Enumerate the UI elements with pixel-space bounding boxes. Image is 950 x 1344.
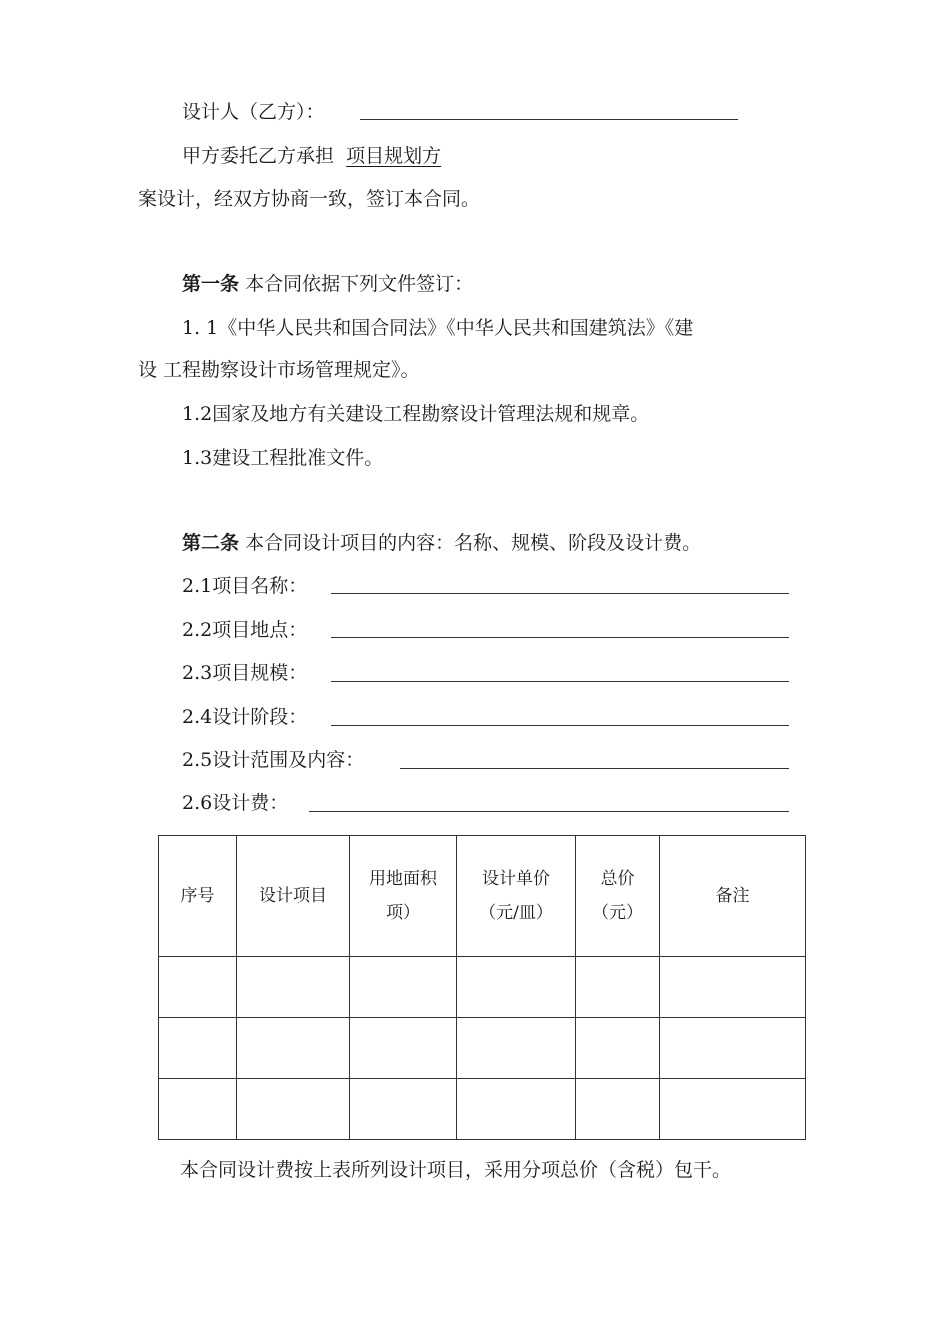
intro-project: 项目规划方 <box>346 145 442 167</box>
header-total-price-line-1: 总价 <box>600 869 635 889</box>
article-1-item-1-line-2: 设 工程勘察设计市场管理规定》。 <box>138 359 420 381</box>
table-cell[interactable] <box>350 957 457 1018</box>
table-cell[interactable] <box>660 1018 806 1079</box>
party-b-label: 设计人（乙方）： <box>182 101 325 123</box>
header-unit-price-line-2: （元/皿） <box>479 903 553 923</box>
table-cell[interactable] <box>159 957 237 1018</box>
field-project-scale-blank[interactable] <box>331 681 789 682</box>
fee-table <box>158 835 806 1140</box>
table-cell[interactable] <box>457 1079 576 1140</box>
intro-line-1 <box>182 143 441 169</box>
header-remarks-label: 备注 <box>715 886 750 906</box>
article-1-item-2: 1.2国家及地方有关建设工程勘察设计管理法规和规章。 <box>182 403 650 425</box>
article-1-item-3: 1.3建设工程批准文件。 <box>182 447 384 469</box>
field-design-scope-label: 2.5设计范围及内容： <box>182 749 365 771</box>
field-project-name-label: 2.1项目名称： <box>182 575 308 597</box>
header-unit-price-line-1: 设计单价 <box>482 869 550 889</box>
article-2-text: 本合同设计项目的内容：名称、规模、阶段及设计费。 <box>245 532 702 554</box>
field-design-stage-label: 2.4设计阶段： <box>182 706 308 728</box>
article-1-heading-line <box>182 271 473 297</box>
table-cell[interactable] <box>576 1018 660 1079</box>
table-cell[interactable] <box>237 1079 350 1140</box>
header-total-price-line-2: （元） <box>592 903 643 923</box>
article-2-heading-line <box>182 530 701 556</box>
header-design-item-label: 设计项目 <box>259 886 327 906</box>
table-cell[interactable] <box>350 1079 457 1140</box>
field-project-scale-label: 2.3项目规模： <box>182 662 308 684</box>
field-design-scope-blank[interactable] <box>400 768 789 769</box>
header-index-label: 序号 <box>180 886 215 906</box>
table-cell[interactable] <box>159 1018 237 1079</box>
field-design-fee-label: 2.6设计费： <box>182 792 289 814</box>
field-design-fee-blank[interactable] <box>309 811 789 812</box>
article-2-heading: 第二条 <box>182 532 240 554</box>
header-land-area-line-1: 用地面积 <box>369 869 437 889</box>
party-b-blank[interactable] <box>360 119 738 120</box>
table-cell[interactable] <box>457 957 576 1018</box>
table-cell[interactable] <box>660 957 806 1018</box>
header-total-price <box>576 836 660 957</box>
table-row <box>159 1079 806 1140</box>
table-cell[interactable] <box>576 1079 660 1140</box>
intro-prefix: 甲方委托乙方承担 <box>182 145 335 167</box>
fee-package-note: 本合同设计费按上表所列设计项目，采用分项总价（含税）包干。 <box>180 1159 732 1181</box>
header-unit-price <box>457 836 576 957</box>
header-remarks <box>660 836 806 957</box>
header-land-area <box>350 836 457 957</box>
table-row <box>159 957 806 1018</box>
header-design-item <box>237 836 350 957</box>
article-1-item-1-line-1: 1. 1《中华人民共和国合同法》《中华人民共和国建筑法》《建 <box>182 317 694 339</box>
table-cell[interactable] <box>237 957 350 1018</box>
article-1-heading: 第一条 <box>182 273 240 295</box>
field-design-stage-blank[interactable] <box>331 725 789 726</box>
field-project-name-blank[interactable] <box>331 593 789 594</box>
table-cell[interactable] <box>237 1018 350 1079</box>
table-cell[interactable] <box>350 1018 457 1079</box>
header-land-area-line-2: 项） <box>386 903 420 923</box>
field-project-location-label: 2.2项目地点： <box>182 619 308 641</box>
table-cell[interactable] <box>159 1079 237 1140</box>
header-index <box>159 836 237 957</box>
article-1-text: 本合同依据下列文件签订： <box>245 273 474 295</box>
table-cell[interactable] <box>457 1018 576 1079</box>
table-row <box>159 1018 806 1079</box>
table-cell[interactable] <box>576 957 660 1018</box>
field-project-location-blank[interactable] <box>331 637 789 638</box>
intro-line-2: 案设计，经双方协商一致，签订本合同。 <box>138 188 481 210</box>
fee-table-header-row <box>159 836 806 957</box>
table-cell[interactable] <box>660 1079 806 1140</box>
